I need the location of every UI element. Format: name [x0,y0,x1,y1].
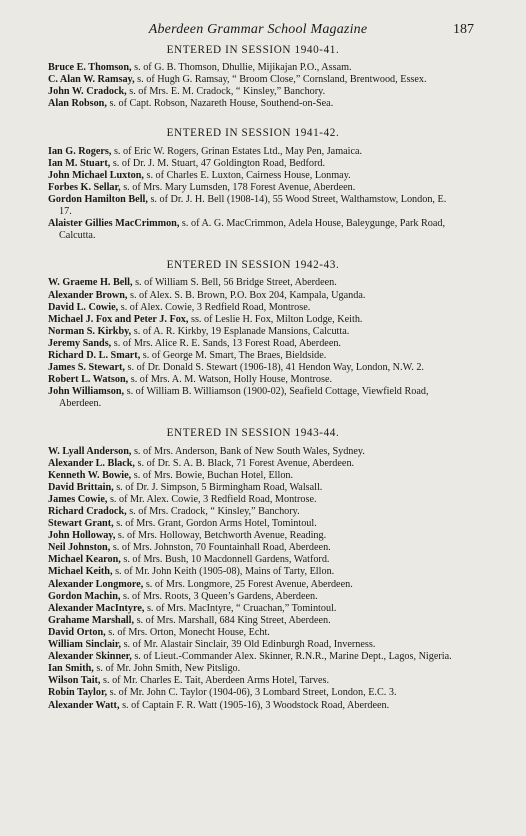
entry-details: s. of Dr. Donald S. Stewart (1906-18), 41 Hendon Way, London, N.W. 2. [124,362,424,374]
entry-name: Robert L. Watson, [48,374,129,386]
entry-line [48,74,458,86]
entry-line [48,218,458,242]
entry-name: James S. Stewart, [48,362,125,374]
entry-details: s. of Capt. Robson, Nazareth House, Southend-on-Sea. [106,98,334,110]
entry-line [48,663,458,675]
entry-name: Robin Taylor, [48,687,108,699]
entry-line [48,675,458,687]
entry-line [48,639,458,651]
entry-details: s. of Mrs. A. M. Watson, Holly House, Montrose. [128,374,333,386]
section-heading: ENTERED IN SESSION 1940-41. [166,44,340,56]
entry-name: Michael Keith, [48,566,113,578]
entry-line [48,506,458,518]
entry-name: W. Graeme H. Bell, [48,277,133,289]
entry-line [48,98,458,110]
entry-details: s. of Eric W. Rogers, Grinan Estates Ltd., May Pen, Jamaica. [111,145,363,157]
entry-details: s. of Dr. S. A. B. Black, 71 Forest Avenue, Aberdeen. [134,457,355,469]
entry-details: s. of Mrs. Orton, Monecht House, Echt. [105,626,270,638]
entry-details: s. of Mrs. Bush, 10 Macdonnell Gardens, Watford. [120,554,330,566]
entry-line [48,470,458,482]
entry-details: s. of Mrs. E. M. Cradock, “ Kinsley,” Banchory. [126,86,326,98]
entry-name: Stewart Grant, [48,518,114,530]
running-header [48,22,474,42]
entry-details: s. of Mrs. Longmore, 25 Forest Avenue, Aberdeen. [143,578,353,590]
entry-line [48,542,458,554]
entry-details: s. of Alex. S. B. Brown, P.O. Box 204, Kampala, Uganda. [127,289,366,301]
entry-name: James Cowie, [48,493,108,505]
entry-name: Alexander Watt, [48,699,120,711]
session-section [48,427,458,711]
section-heading: ENTERED IN SESSION 1943-44. [166,427,340,440]
entry-name: David Orton, [48,626,106,638]
entry-name: Alan Robson, [48,98,107,110]
entry-line [48,302,458,314]
entry-name: John Williamson, [48,386,125,398]
entry-details: s. of Mrs. Johnston, 70 Fountainhall Road, Aberdeen. [110,542,331,554]
entry-name: Gordon Hamilton Bell, [48,193,148,205]
entry-name: C. Alan W. Ramsay, [48,74,135,86]
entry-line [48,687,458,699]
entry-details: s. of Mrs. Anderson, Bank of New South Wales, Sydney. [131,445,365,457]
entry-name: John W. Cradock, [48,86,127,98]
entry-name: Kenneth W. Bowie, [48,469,132,481]
entry-details: s. of G. B. Thomson, Dhullie, Mijikajan P.O., Assam. [131,62,352,74]
entry-details: s. of Dr. J. Simpson, 5 Birmingham Road, Walsall. [113,481,323,493]
entry-line [48,579,458,591]
entry-details: s. of Mrs. Mary Lumsden, 178 Forest Avenue, Aberdeen. [120,181,356,193]
entry-line [48,362,458,374]
entry-line [48,651,458,663]
entry-line [48,518,458,530]
entry-name: Wilson Tait, [48,675,101,687]
entry-line [48,277,458,289]
entry-name: William Sinclair, [48,639,122,651]
section-heading: ENTERED IN SESSION 1941-42. [166,127,340,140]
entry-name: Gordon Machin, [48,590,121,602]
session-section [48,44,458,110]
entry-line [48,482,458,494]
entry-name: Neil Johnston, [48,542,111,554]
entry-name: Alexander Longmore, [48,578,144,590]
entry-details: s. of Mrs. Roots, 3 Queen’s Gardens, Aberdeen. [120,590,318,602]
entry-line [48,700,458,712]
entry-name: Michael J. Fox and Peter J. Fox, [48,313,189,325]
entry-line [48,591,458,603]
entry-details: s. of Mrs. Alice R. E. Sands, 13 Forest Road, Aberdeen. [111,337,341,349]
entry-line [48,290,458,302]
session-section [48,259,458,410]
entry-line [48,458,458,470]
entry-line [48,326,458,338]
entry-details: s. of Mr. John Smith, New Pitsligo. [93,663,241,675]
entry-line [48,350,458,362]
entry-details: s. of A. G. MacCrimmon, Adela House, Baleygunge, Park Road, Calcutta. [59,218,446,242]
entry-line [48,615,458,627]
entry-details: s. of Mrs. Holloway, Betchworth Avenue, Reading. [115,530,327,542]
section-heading: ENTERED IN SESSION 1942-43. [166,259,340,272]
entry-details: s. of George M. Smart, The Braes, Bieldside. [140,349,327,361]
entry-name: Alexander Brown, [48,289,128,301]
entry-name: Ian M. Stuart, [48,157,111,169]
entry-name: Alexander L. Black, [48,457,135,469]
entry-name: John Holloway, [48,530,116,542]
entry-name: Grahame Marshall, [48,614,135,626]
entry-details: s. of Mrs. Grant, Gordon Arms Hotel, Tomintoul. [113,518,317,530]
entry-details: s. of Mr. John C. Taylor (1904-06), 3 Lombard Street, London, E.C. 3. [107,687,397,699]
entry-name: W. Lyall Anderson, [48,445,132,457]
magazine-title: Aberdeen Grammar School Magazine [148,22,368,37]
entries-body [48,44,458,729]
entry-line [48,86,458,98]
entry-line [48,338,458,350]
entry-details: s. of Mr. Alex. Cowie, 3 Redfield Road, Montrose. [107,493,317,505]
entry-details: s. of Mr. Alastair Sinclair, 39 Old Edinburgh Road, Inverness. [121,639,376,651]
entry-name: Richard D. L. Smart, [48,349,141,361]
entry-name: Michael Kearon, [48,554,121,566]
entry-details: s. of Mr. Charles E. Tait, Aberdeen Arms Hotel, Tarves. [100,675,329,687]
entry-line [48,170,458,182]
entry-line [48,494,458,506]
entry-name: Alaister Gillies MacCrimmon, [48,218,180,230]
entry-details: s. of Mrs. Bowie, Buchan Hotel, Ellon. [131,469,294,481]
entry-line [48,194,458,218]
entry-line [48,554,458,566]
session-section [48,127,458,242]
entry-line [48,627,458,639]
entry-name: Alexander MacIntyre, [48,602,145,614]
entry-line [48,146,458,158]
entry-details: s. of Dr. J. M. Stuart, 47 Goldington Road, Bedford. [110,157,326,169]
entry-name: Richard Cradock, [48,506,127,517]
entry-line [48,566,458,578]
entry-details: s. of Captain F. R. Watt (1905-16), 3 Woodstock Road, Aberdeen. [119,699,390,711]
entry-name: Alexander Skinner, [48,651,132,663]
entry-line [48,386,458,410]
entry-name: Norman S. Kirkby, [48,325,132,337]
entry-name: Forbes K. Sellar, [48,181,121,193]
entry-details: s. of Alex. Cowie, 3 Redfield Road, Montrose. [118,301,311,313]
entry-line [48,62,458,74]
entry-details: s. of Mr. John Keith (1905-08), Mains of Tarty, Ellon. [112,566,335,578]
entry-line [48,314,458,326]
entry-name: Bruce E. Thomson, [48,62,132,74]
entry-details: s. of Lieut.-Commander Alex. Skinner, R.N.R., Marine Dept., Lagos, Nigeria. [131,651,452,663]
entry-details: ss. of Leslie H. Fox, Milton Lodge, Keith. [188,313,363,325]
entry-details: s. of William S. Bell, 56 Bridge Street, Aberdeen. [132,277,337,289]
entry-name: Ian Smith, [48,663,94,675]
entry-line [48,374,458,386]
entry-details: s. of Mrs. MacIntyre, “ Cruachan,” Tomintoul. [144,602,337,614]
entry-details: s. of Mrs. Cradock, “ Kinsley,” Banchory. [126,506,300,517]
entry-details: s. of William B. Williamson (1900-02), Seafield Cottage, Viewfield Road, Aberdeen. [59,386,429,410]
entry-name: Ian G. Rogers, [48,145,112,157]
entry-details: s. of Mrs. Marshall, 684 King Street, Aberdeen. [134,614,331,626]
entry-name: David L. Cowie, [48,301,119,313]
entry-name: David Brittain, [48,481,114,493]
entry-name: Jeremy Sands, [48,337,112,349]
entry-line [48,530,458,542]
entry-details: s. of Hugh G. Ramsay, “ Broom Close,” Cornsland, Brentwood, Essex. [134,74,427,86]
entry-details: s. of Charles E. Luxton, Cairness House, Lonmay. [143,169,351,181]
page-number: 187 [453,22,474,37]
entry-line [48,446,458,458]
entry-line [48,182,458,194]
entry-line [48,158,458,170]
entry-details: s. of A. R. Kirkby, 19 Esplanade Mansions, Calcutta. [131,325,350,337]
entry-details: s. of Dr. J. H. Bell (1908-14), 55 Wood Street, Walthamstow, London, E. 17. [59,193,447,218]
entry-name: John Michael Luxton, [48,169,144,181]
entry-line [48,603,458,615]
